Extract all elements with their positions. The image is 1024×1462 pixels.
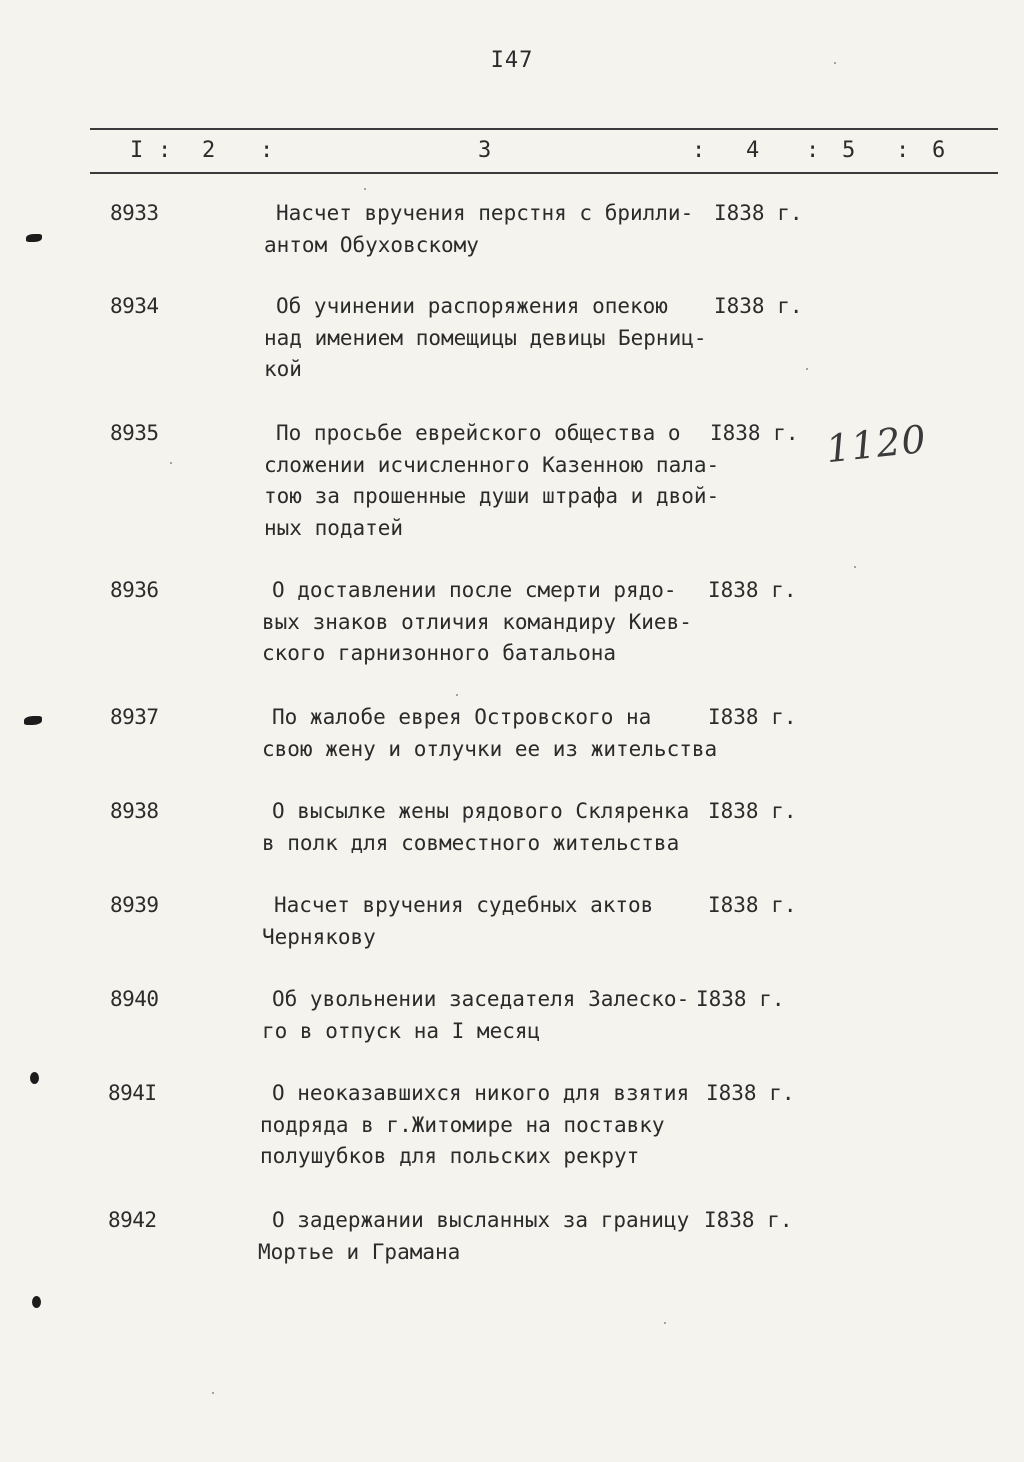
page-number: I47 (490, 48, 534, 73)
punch-hole-mark (32, 1296, 41, 1308)
description-line: О высылке жены рядового Скляренка (272, 799, 690, 823)
entry-year: I838 г. (708, 578, 797, 602)
description-line: тою за прошенные души штрафа и двой- (264, 484, 720, 508)
entry-year: I838 г. (708, 893, 797, 917)
scan-speck (212, 1392, 214, 1394)
column-header-1: I (130, 138, 144, 163)
entry-description (260, 1078, 712, 1173)
description-line: Насчет вручения судебных актов (274, 893, 654, 917)
entry-number: 8939 (110, 893, 159, 917)
entry-description (264, 418, 720, 544)
column-header-row (0, 138, 1024, 166)
column-header-5: 5 (842, 138, 856, 163)
column-header-3: 3 (478, 138, 492, 163)
description-line: Мортье и Грамана (258, 1239, 461, 1264)
description-line: свою жену и отлучки ее из жительства (262, 736, 718, 761)
entry-description (258, 1205, 712, 1268)
description-line: Об увольнении заседателя Залеско- (272, 987, 690, 1011)
scan-speck (364, 188, 366, 190)
entry-year: I838 г. (710, 421, 799, 445)
entry-year: I838 г. (708, 799, 797, 823)
description-line: над имением помещицы девицы Берниц- (264, 325, 707, 350)
description-line: ных податей (264, 515, 404, 540)
header-bottom-rule (90, 172, 998, 174)
entry-number: 8935 (110, 421, 159, 445)
handwritten-note: 1120 (823, 416, 929, 472)
scan-speck (806, 368, 808, 370)
entry-description (262, 575, 712, 670)
entry-number: 8942 (108, 1208, 157, 1232)
description-line: Об учинении распоряжения опекою (276, 294, 668, 318)
scan-speck (456, 694, 458, 696)
column-separator: : (158, 138, 172, 163)
description-line: го в отпуск на I месяц (262, 1018, 541, 1043)
description-line: О задержании высланных за границу (272, 1208, 690, 1232)
punch-hole-mark (24, 716, 42, 725)
scan-speck (834, 62, 836, 64)
description-line: кой (264, 357, 302, 381)
entry-year: I838 г. (714, 294, 803, 318)
entry-number: 894I (108, 1081, 157, 1105)
description-line: По жалобе еврея Островского на (272, 705, 652, 729)
entry-number: 8937 (110, 705, 159, 729)
entry-description (264, 198, 716, 261)
description-line: По просьбе еврейского общества о (276, 421, 681, 445)
entry-year: I838 г. (696, 987, 785, 1011)
description-line: подряда в г.Житомире на поставку (260, 1112, 665, 1137)
column-separator: : (896, 138, 910, 163)
description-line: сложении исчисленного Казенною пала- (264, 452, 720, 477)
column-separator: : (806, 138, 820, 163)
column-separator: : (692, 138, 706, 163)
entry-number: 8940 (110, 987, 159, 1011)
column-header-2: 2 (202, 138, 216, 163)
scan-speck (664, 1322, 666, 1324)
scan-speck (854, 566, 856, 568)
description-line: антом Обуховскому (264, 232, 479, 257)
entry-description (262, 702, 718, 765)
description-line: Чернякову (262, 924, 376, 949)
scan-speck (170, 462, 172, 464)
entry-description (262, 984, 712, 1047)
entry-number: 8938 (110, 799, 159, 823)
column-header-6: 6 (932, 138, 946, 163)
column-header-4: 4 (746, 138, 760, 163)
description-line: О неоказавшихся никого для взятия (272, 1081, 690, 1105)
entry-number: 8934 (110, 294, 159, 318)
entry-year: I838 г. (706, 1081, 795, 1105)
description-line: в полк для совместного жительства (262, 830, 680, 855)
entry-year: I838 г. (714, 201, 803, 225)
entry-number: 8933 (110, 201, 159, 225)
description-line: Насчет вручения перстня с брилли- (276, 201, 694, 225)
description-line: ского гарнизонного батальона (262, 641, 617, 665)
column-separator: : (260, 138, 274, 163)
description-line: вых знаков отличия командиру Киев- (262, 609, 692, 634)
entry-year: I838 г. (704, 1208, 793, 1232)
entry-year: I838 г. (708, 705, 797, 729)
entry-description (264, 291, 716, 386)
entry-description (262, 796, 712, 859)
punch-hole-mark (30, 1072, 39, 1084)
header-top-rule (90, 128, 998, 130)
description-line: О доставлении после смерти рядо- (272, 578, 677, 602)
entry-number: 8936 (110, 578, 159, 602)
punch-hole-mark (26, 234, 42, 242)
entry-description (262, 890, 714, 953)
description-line: полушубков для польских рекрут (260, 1144, 640, 1168)
